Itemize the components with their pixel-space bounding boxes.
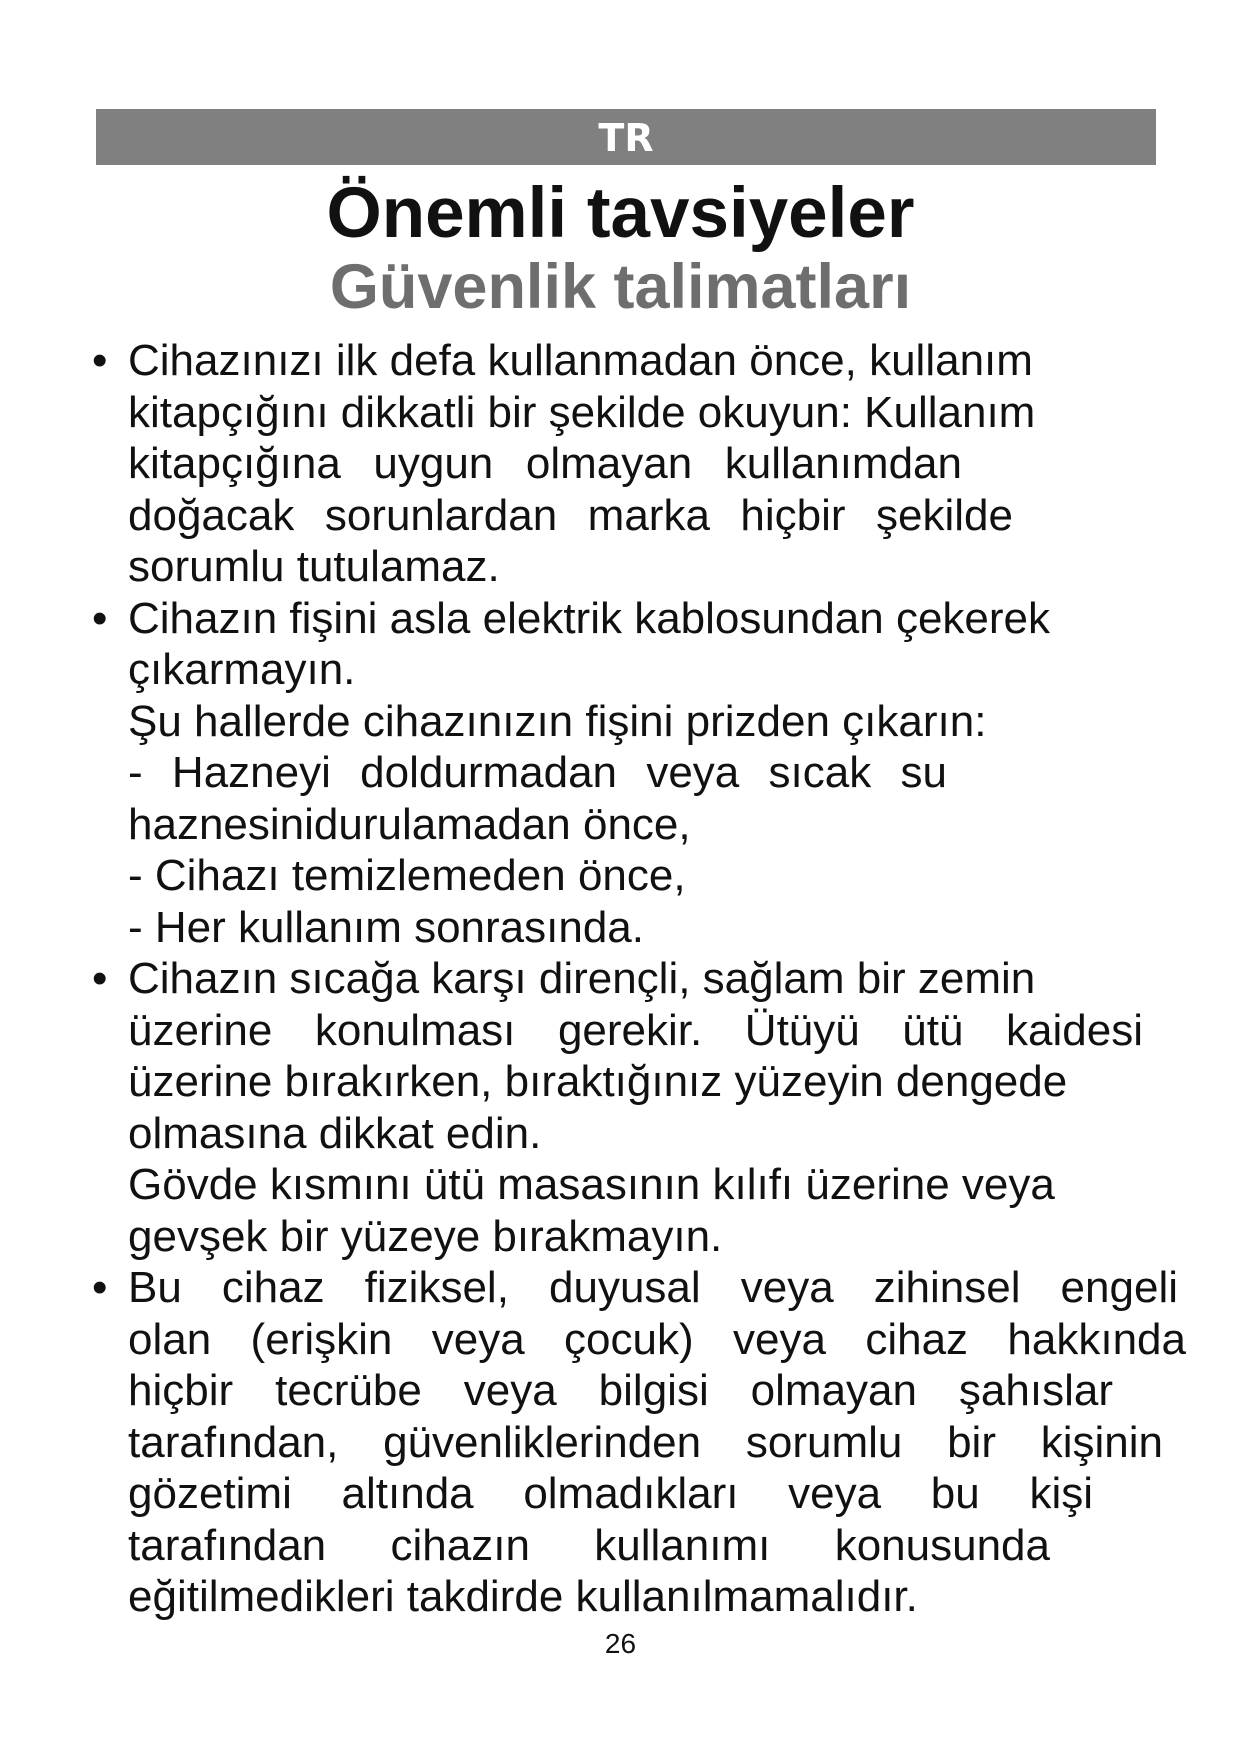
item-line: haznesinidurulamadan önce, (128, 799, 691, 849)
bullet-icon: • (92, 336, 108, 385)
item-line: - Her kullanım sonrasında. (128, 902, 644, 952)
page-subtitle: Güvenlik talimatları (329, 252, 912, 322)
language-code: TR (598, 116, 654, 160)
list-item (92, 593, 1200, 954)
item-line: Cihazın fişini asla elektrik kablosundan çekerek (128, 593, 1051, 643)
item-line: gözetimi altında olmadıkları veya bu kişi (128, 1469, 1093, 1518)
item-line: kitapçığını dikkatli bir şekilde okuyun: Kullanım (128, 387, 1036, 437)
language-bar (96, 109, 1156, 165)
item-line: doğacak sorunlardan marka hiçbir şekilde (128, 490, 1013, 540)
item-line: Cihazınızı ilk defa kullanmadan önce, kullanım (128, 336, 1033, 385)
item-line: Şu hallerde cihazınızın fişini prizden çıkarın: (128, 696, 987, 746)
bullet-icon: • (92, 954, 108, 1003)
item-line: eğitilmedikleri takdirde kullanılmamalıdır. (128, 1572, 918, 1621)
item-line: olan (erişkin veya çocuk) veya cihaz hakkında (128, 1314, 1186, 1364)
item-line: Gövde kısmını ütü masasının kılıfı üzerine veya (128, 1160, 1055, 1209)
item-line: kitapçığına uygun olmayan kullanımdan (128, 439, 962, 488)
page-number: 26 (604, 1628, 637, 1659)
safety-instructions-list (92, 335, 1200, 1623)
list-item (92, 335, 1200, 593)
item-line: Cihazın sıcağa karşı dirençli, sağlam bir zemin (128, 954, 1036, 1003)
bullet-icon: • (92, 1263, 108, 1312)
page-title: Önemli tavsiyeler (326, 174, 915, 253)
item-line: çıkarmayın. (128, 645, 356, 694)
item-line: üzerine bırakırken, bıraktığınız yüzeyin dengede (128, 1057, 1068, 1106)
item-line: - Hazneyi doldurmadan veya sıcak su (128, 748, 947, 797)
list-item (92, 953, 1200, 1262)
bullet-icon: • (92, 593, 108, 643)
item-line: - Cihazı temizlemeden önce, (128, 851, 686, 900)
item-line: Bu cihaz fiziksel, duyusal veya zihinsel engeli (128, 1263, 1178, 1312)
item-line: tarafından cihazın kullanımı konusunda (128, 1520, 1050, 1570)
list-item (92, 1262, 1200, 1623)
item-line: hiçbir tecrübe veya bilgisi olmayan şahıslar (128, 1366, 1113, 1415)
item-line: üzerine konulması gerekir. Ütüyü ütü kaidesi (128, 1005, 1143, 1055)
item-line: tarafından, güvenliklerinden sorumlu bir kişinin (128, 1417, 1163, 1467)
item-line: olmasına dikkat edin. (128, 1108, 542, 1158)
item-line: sorumlu tutulamaz. (128, 542, 500, 591)
item-line: gevşek bir yüzeye bırakmayın. (128, 1211, 723, 1261)
